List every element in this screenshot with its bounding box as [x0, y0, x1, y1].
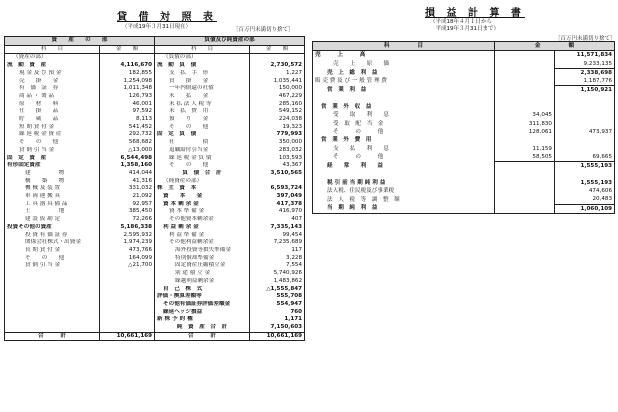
- liabilities-total-label: 合 計: [155, 332, 250, 341]
- asset-row-label: [5, 278, 100, 286]
- liability-row-label: 流 動 負 債: [155, 62, 250, 70]
- pl-col-amount-header: 金 額: [495, 42, 615, 51]
- asset-section-header: 資 産 の 部: [5, 37, 155, 46]
- asset-row-label: 現 金 及 び 預 金: [19, 69, 62, 76]
- liability-row-label: 負 債 合 計: [155, 170, 250, 178]
- asset-row-label: 機 械 及 装 置: [25, 185, 61, 192]
- pl-row-amount: 474,606: [555, 187, 615, 195]
- table-row: [5, 131, 305, 139]
- amount-value: 21,700: [132, 262, 153, 269]
- table-row: [5, 170, 305, 178]
- liability-row-label: 資 本 剰 余 金: [155, 201, 250, 209]
- asset-row-amount: 1,358,160: [100, 162, 155, 170]
- pl-title: 損 益 計 算 書: [425, 8, 525, 19]
- table-row: [5, 216, 305, 224]
- liability-row-amount: 3,510,565: [250, 170, 305, 178]
- liability-row-amount: 397,049: [250, 193, 305, 201]
- col-amount-header: 金 額: [250, 45, 305, 54]
- liability-row-label: 預 り 金: [155, 116, 250, 124]
- asset-row-label: 構 築 物: [25, 177, 65, 184]
- pl-row-amount: 1,555,193: [555, 162, 615, 171]
- asset-row-label: 仕 掛 品: [19, 108, 59, 115]
- table-row: [5, 255, 305, 263]
- liability-row-label: その他有価証券評価差額金: [155, 301, 250, 309]
- asset-row-amount: [100, 262, 155, 270]
- asset-row-label: 原 材 料: [19, 100, 59, 107]
- liability-row-amount: 99,454: [250, 232, 305, 240]
- table-row: [313, 77, 615, 86]
- liability-row-label: 株 主 資 本: [155, 185, 250, 193]
- asset-row-amount: 97,592: [100, 108, 155, 116]
- pl-row-amount: [555, 103, 615, 111]
- table-row: [313, 95, 615, 103]
- pl-row-label: 売 上 総 利 益: [327, 69, 378, 76]
- bs-rows: [5, 54, 305, 332]
- liability-row-label: 海外投資等損失準備金: [155, 247, 250, 255]
- table-row: [5, 301, 305, 309]
- asset-row-label: [5, 316, 100, 324]
- asset-row-amount: 126,793: [100, 93, 155, 101]
- liability-row-label: 繰越利益剰余金: [155, 278, 250, 286]
- col-amount-header: 金 額: [100, 45, 155, 54]
- liability-row-label: 未 払 費 用: [155, 108, 250, 116]
- table-row: [5, 62, 305, 70]
- liability-row-amount: 1,483,862: [250, 278, 305, 286]
- pl-row-sub-amount: 34,045: [495, 111, 555, 119]
- pl-row-sub-amount: [495, 179, 555, 187]
- table-row: [5, 116, 305, 124]
- table-row: [5, 262, 305, 270]
- liability-row-amount: 549,152: [250, 108, 305, 116]
- table-row: [5, 139, 305, 147]
- table-row: [5, 93, 305, 101]
- pl-row-label: 法 人 税 等 調 整 額: [327, 196, 400, 203]
- asset-row-amount: [100, 309, 155, 317]
- asset-row-amount: 1,254,098: [100, 78, 155, 86]
- liability-row-amount: 1,227: [250, 70, 305, 78]
- pl-row-label: 税 引 前 当 期 純 利 益: [327, 179, 386, 186]
- pl-row-sub-amount: [495, 60, 555, 69]
- liability-row-label: その他利益剰余金: [155, 239, 250, 247]
- liability-row-label: （負債の部）: [155, 54, 250, 62]
- liability-row-amount: 417,378: [250, 201, 305, 209]
- assets-total-label: 合 計: [5, 332, 100, 341]
- asset-row-amount: 385,450: [100, 208, 155, 216]
- pl-row-amount: 1,187,776: [555, 77, 615, 86]
- pl-row-amount: 69,665: [555, 153, 615, 162]
- pl-row-amount: 9,233,135: [555, 60, 615, 69]
- liability-row-amount: 1,171: [250, 316, 305, 324]
- pl-row-sub-amount: [495, 103, 555, 111]
- liability-row-label: そ の 他: [155, 162, 250, 170]
- pl-row-amount: 2,338,698: [555, 68, 615, 77]
- asset-row-amount: 164,099: [100, 255, 155, 263]
- negative-mark: △: [128, 146, 133, 153]
- liability-row-label: 評価・換算差額等: [155, 293, 250, 301]
- asset-row-label: そ の 他: [25, 254, 65, 261]
- asset-row-amount: 541,452: [100, 124, 155, 132]
- pl-row-sub-amount: [495, 187, 555, 195]
- asset-row-label: 有 価 証 券: [19, 85, 59, 92]
- liability-row-label: 別 途 積 立 金: [155, 270, 250, 278]
- table-row: [313, 145, 615, 153]
- liability-row-label: 退職給付引当金: [155, 147, 250, 155]
- table-row: [5, 278, 305, 286]
- bs-title: 貸 借 対 照 表: [117, 12, 217, 23]
- liability-row-label: 固定資産圧縮積立金: [155, 262, 250, 270]
- table-row: [313, 111, 615, 119]
- pl-row-sub-amount: [495, 204, 555, 213]
- pl-row-amount: 1,150,921: [555, 86, 615, 95]
- table-row: [313, 68, 615, 77]
- pl-row-label: [313, 170, 495, 178]
- asset-row-amount: [100, 278, 155, 286]
- table-row: [5, 270, 305, 278]
- pl-row-sub-amount: [495, 77, 555, 86]
- table-row: [313, 120, 615, 128]
- table-row: [5, 178, 305, 186]
- liability-row-amount: 43,367: [250, 162, 305, 170]
- table-row: [313, 51, 615, 60]
- liability-row-amount: 407: [250, 216, 305, 224]
- pl-row-sub-amount: 311,830: [495, 120, 555, 128]
- asset-row-amount: [100, 324, 155, 332]
- asset-row-label: 車 両 運 搬 具: [25, 193, 61, 200]
- asset-row-label: 短 期 貸 付 金: [19, 123, 55, 130]
- asset-row-label: [5, 324, 100, 332]
- asset-row-label: [5, 293, 100, 301]
- table-row: [313, 162, 615, 171]
- table-row: [5, 224, 305, 232]
- liability-row-label: 買 掛 金: [155, 78, 250, 86]
- table-row: [313, 136, 615, 144]
- liability-row-label: 利 益 剰 余 金: [155, 224, 250, 232]
- liability-row-label: 自 己 株 式: [155, 286, 250, 294]
- asset-row-amount: 414,044: [100, 170, 155, 178]
- liability-row-label: その他資本剰余金: [155, 216, 250, 224]
- liability-row-amount: 350,000: [250, 139, 305, 147]
- asset-row-label: 投資その他の資産: [7, 223, 52, 230]
- bs-date: （平成19年３月31日現在）: [122, 24, 191, 30]
- pl-col-item-header: 科 目: [313, 42, 495, 51]
- liability-row-label: 純 資 産 合 計: [155, 324, 250, 332]
- liability-row-label: 固 定 負 債: [155, 131, 250, 139]
- asset-row-amount: [100, 293, 155, 301]
- asset-row-amount: [100, 316, 155, 324]
- pl-unit-note: ［百万円未満切り捨て］: [555, 36, 616, 42]
- assets-total-amount: 10,661,169: [100, 332, 155, 341]
- asset-row-label: 固 定 資 産: [7, 154, 47, 161]
- asset-row-amount: 5,186,338: [100, 224, 155, 232]
- negative-mark: △: [266, 285, 271, 292]
- asset-row-amount: 2,595,932: [100, 232, 155, 240]
- pl-row-sub-amount: [495, 136, 555, 144]
- table-row: [313, 153, 615, 162]
- liability-row-amount: 2,730,572: [250, 62, 305, 70]
- pl-period-to: 平成19年３月31日まで）: [430, 26, 499, 32]
- pl-row-sub-amount: [495, 162, 555, 171]
- pl-row-label: 販 売 費 及 び 一 般 管 理 費: [315, 78, 387, 85]
- pl-row-label: 経 常 利 益: [327, 162, 383, 169]
- asset-row-label: 投 資 有 価 証 券: [25, 231, 68, 238]
- liability-row-label: 繰延ヘッジ損益: [155, 309, 250, 317]
- asset-row-amount: 4,116,670: [100, 62, 155, 70]
- pl-row-amount: 1,060,109: [555, 204, 615, 213]
- liability-row-amount: 7,150,603: [250, 324, 305, 332]
- pl-row-sub-amount: [495, 95, 555, 103]
- asset-row-amount: 41,316: [100, 178, 155, 186]
- table-row: [5, 286, 305, 294]
- liabilities-total-amount: 10,661,169: [250, 332, 305, 341]
- liability-row-amount: 3,228: [250, 255, 305, 263]
- asset-row-label: [5, 286, 100, 294]
- liability-row-amount: 7,335,143: [250, 224, 305, 232]
- pl-row-sub-amount: [495, 195, 555, 204]
- pl-row-label: 法人税、住民税及び事業税: [327, 188, 395, 195]
- asset-row-amount: 92,957: [100, 201, 155, 209]
- pl-row-sub-amount: [495, 51, 555, 60]
- asset-row-label: 長 期 貸 付 金: [25, 246, 61, 253]
- table-row: [5, 124, 305, 132]
- pl-row-label: 営 業 利 益: [327, 87, 367, 94]
- pl-row-amount: 1,555,193: [555, 179, 615, 187]
- pl-row-amount: [555, 111, 615, 119]
- asset-row-label: [5, 270, 100, 278]
- table-row: [313, 179, 615, 187]
- table-row: [5, 316, 305, 324]
- pl-row-sub-amount: [495, 170, 555, 178]
- pl-row-label: 営 業 外 収 益: [321, 104, 372, 111]
- liability-row-amount: 555,708: [250, 293, 305, 301]
- table-row: [313, 170, 615, 178]
- pl-row-label: 営 業 外 費 用: [321, 137, 372, 144]
- asset-row-label: 建 設 仮 勘 定: [25, 216, 61, 223]
- asset-row-label: 工 具 器 具 備 品: [25, 200, 68, 207]
- asset-row-amount: 182,855: [100, 70, 155, 78]
- liability-row-amount: 760: [250, 309, 305, 317]
- asset-row-amount: 72,266: [100, 216, 155, 224]
- liability-row-amount: [250, 178, 305, 186]
- asset-row-amount: [100, 286, 155, 294]
- liability-row-amount: [250, 286, 305, 294]
- pl-row-amount: 20,483: [555, 195, 615, 204]
- asset-row-amount: 1,011,348: [100, 85, 155, 93]
- pl-row-label: 当 期 純 利 益: [327, 205, 378, 212]
- liability-row-amount: 103,593: [250, 155, 305, 163]
- pl-row-amount: [555, 120, 615, 128]
- asset-row-amount: 1,974,239: [100, 239, 155, 247]
- asset-row-amount: 8,113: [100, 116, 155, 124]
- liability-row-amount: 467,229: [250, 93, 305, 101]
- table-row: [313, 103, 615, 111]
- pl-rows: [313, 51, 615, 214]
- table-row: [5, 324, 305, 332]
- liability-row-label: 未 払 法 人 税 等: [155, 101, 250, 109]
- pl-row-amount: 473,937: [555, 128, 615, 136]
- liability-row-amount: 554,947: [250, 301, 305, 309]
- asset-row-label: （資産の部）: [13, 54, 47, 61]
- asset-row-label: 建 物: [25, 169, 65, 176]
- asset-row-label: [5, 309, 100, 317]
- pl-row-label: 受 取 配 当 金: [333, 120, 384, 127]
- pl-row-sub-amount: [495, 86, 555, 95]
- pl-row-amount: [555, 136, 615, 144]
- asset-row-amount: [100, 270, 155, 278]
- table-row: [5, 108, 305, 116]
- asset-row-label: 有形固定資産: [7, 162, 41, 169]
- liability-row-label: 特別償却準備金: [155, 255, 250, 263]
- liability-row-amount: 6,593,724: [250, 185, 305, 193]
- liability-row-amount: 150,000: [250, 85, 305, 93]
- liability-row-amount: 19,323: [250, 124, 305, 132]
- asset-row-amount: [100, 301, 155, 309]
- table-row: [313, 60, 615, 69]
- pl-row-sub-amount: 128,061: [495, 128, 555, 136]
- liability-row-label: 支 払 手 形: [155, 70, 250, 78]
- liability-row-amount: 7,235,689: [250, 239, 305, 247]
- table-row: [313, 204, 615, 213]
- liability-row-amount: 285,160: [250, 101, 305, 109]
- liability-row-label: 新 株 予 約 権: [155, 316, 250, 324]
- liability-row-label: 一年内償還の社債: [155, 85, 250, 93]
- liability-section-header: 負債及び純資産の部: [155, 37, 305, 46]
- asset-row-amount: 292,732: [100, 131, 155, 139]
- liability-row-label: 繰 延 税 金 負 債: [155, 155, 250, 163]
- table-row: [5, 162, 305, 170]
- table-row: [313, 128, 615, 136]
- pl-row-amount: 11,571,834: [555, 51, 615, 60]
- liability-row-label: （純資産の部）: [155, 178, 250, 186]
- pl-row-amount: [555, 95, 615, 103]
- bs-unit-note: ［百万円未満切り捨て］: [233, 27, 294, 33]
- asset-row-amount: 46,001: [100, 101, 155, 109]
- table-row: [5, 147, 305, 155]
- table-row: [5, 155, 305, 163]
- col-item-header: 科 目: [5, 45, 100, 54]
- pl-row-sub-amount: [495, 68, 555, 77]
- pl-row-label: 売 上 高: [315, 52, 366, 59]
- table-row: [5, 247, 305, 255]
- asset-row-label: 売 掛 金: [19, 77, 59, 84]
- asset-row-amount: 6,544,498: [100, 155, 155, 163]
- asset-row-label: 関係会社株式・出資金: [25, 239, 81, 246]
- liability-row-label: 資 本 金: [155, 193, 250, 201]
- liability-row-amount: 5,740,926: [250, 270, 305, 278]
- asset-row-label: そ の 他: [19, 139, 59, 146]
- liability-row-amount: 1,035,441: [250, 78, 305, 86]
- pl-row-label: [313, 95, 495, 103]
- table-row: [5, 101, 305, 109]
- asset-row-label: [5, 301, 100, 309]
- pl-row-sub-amount: 11,159: [495, 145, 555, 153]
- liability-row-label: 資 本 準 備 金: [155, 208, 250, 216]
- amount-value: 13,000: [132, 146, 153, 153]
- table-row: [5, 293, 305, 301]
- pl-row-label: そ の 他: [333, 128, 384, 135]
- table-row: [5, 70, 305, 78]
- pl-row-label: 売 上 原 価: [333, 60, 389, 67]
- balance-sheet: [4, 36, 304, 341]
- table-row: [313, 86, 615, 95]
- table-row: [5, 193, 305, 201]
- asset-row-amount: 473,766: [100, 247, 155, 255]
- table-row: [313, 195, 615, 204]
- liability-row-label: 利 益 準 備 金: [155, 232, 250, 240]
- pl-row-amount: [555, 170, 615, 178]
- table-row: [5, 54, 305, 62]
- liability-row-amount: 283,032: [250, 147, 305, 155]
- liability-row-label: 社 債: [155, 139, 250, 147]
- asset-row-label: 貯 蔵 品: [19, 116, 59, 123]
- amount-value: 1,555,847: [270, 285, 303, 292]
- liability-row-amount: 224,038: [250, 116, 305, 124]
- table-row: [313, 187, 615, 195]
- asset-row-label: 商 品 ・ 製 品: [19, 92, 55, 99]
- liability-row-label: 未 払 金: [155, 93, 250, 101]
- table-row: [5, 239, 305, 247]
- asset-row-label: 流 動 資 産: [7, 62, 47, 69]
- table-row: [5, 309, 305, 317]
- liability-row-amount: 7,554: [250, 262, 305, 270]
- table-row: [5, 201, 305, 209]
- asset-row-amount: [100, 54, 155, 62]
- table-row: [5, 185, 305, 193]
- liability-row-amount: 416,970: [250, 208, 305, 216]
- pl-row-amount: [555, 145, 615, 153]
- asset-row-amount: [100, 147, 155, 155]
- pl-row-label: 支 払 利 息: [333, 145, 389, 152]
- table-row: [5, 78, 305, 86]
- table-row: [5, 232, 305, 240]
- asset-row-amount: 21,092: [100, 193, 155, 201]
- table-row: [5, 85, 305, 93]
- liability-row-amount: [250, 54, 305, 62]
- table-row: [5, 208, 305, 216]
- asset-row-label: 繰 延 税 金 資 産: [19, 131, 62, 138]
- asset-row-amount: 568,682: [100, 139, 155, 147]
- pl-row-label: 受 取 利 息: [333, 112, 389, 119]
- asset-row-label: 貸 倒 引 当 金: [25, 262, 61, 269]
- pl-row-sub-amount: 58,505: [495, 153, 555, 162]
- liability-row-amount: 117: [250, 247, 305, 255]
- asset-row-label: 土 地: [25, 208, 65, 215]
- col-item-header: 科 目: [155, 45, 250, 54]
- pl-row-label: そ の 他: [333, 154, 384, 161]
- asset-row-label: 貸 倒 引 当 金: [19, 146, 55, 153]
- asset-row-amount: 331,032: [100, 185, 155, 193]
- pl-period-from: （平成18年４月１日から: [430, 19, 492, 25]
- income-statement: [312, 41, 614, 214]
- liability-row-label: そ の 他: [155, 124, 250, 132]
- negative-mark: △: [128, 262, 133, 269]
- liability-row-amount: 779,993: [250, 131, 305, 139]
